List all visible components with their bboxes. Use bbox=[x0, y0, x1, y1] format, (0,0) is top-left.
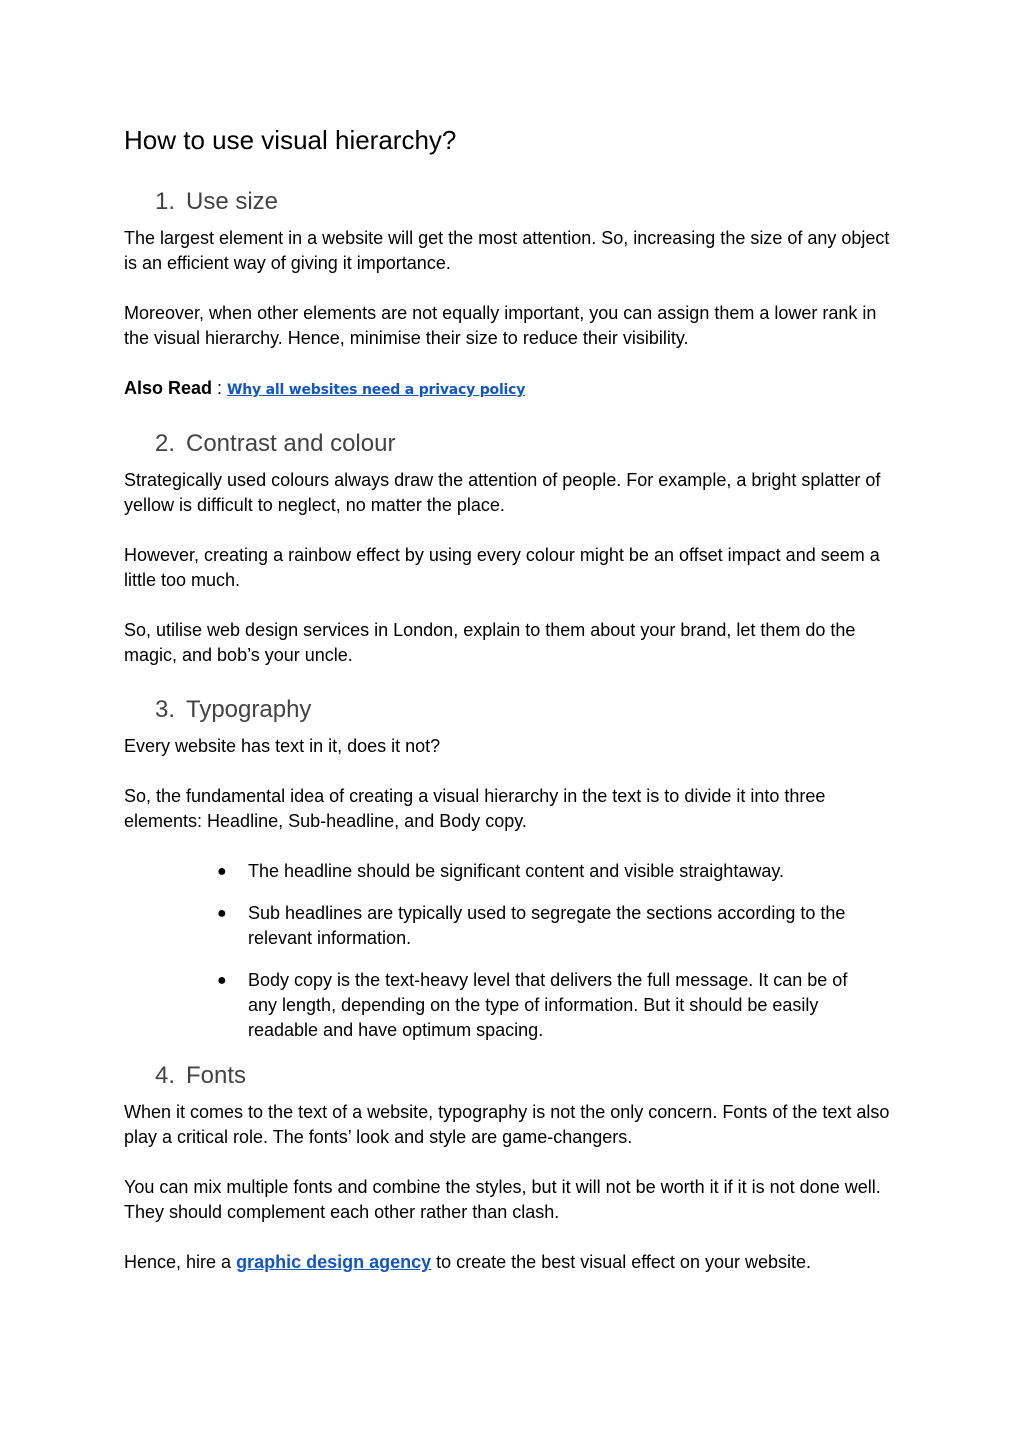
paragraph: The largest element in a website will get the most attention. So, increasing the size of any object is an efficient way of giving it importance. bbox=[124, 228, 890, 273]
section-number: 1. bbox=[155, 188, 176, 215]
also-read-label: Also Read bbox=[124, 378, 213, 398]
bullet-list bbox=[217, 859, 857, 1060]
also-read-separator: : bbox=[212, 378, 228, 398]
section-heading-text: Use size bbox=[186, 188, 279, 215]
list-item-text: Body copy is the text-heavy level that delivers the full message. It can be of any length, depending on the type of information. But it should be easily readable and have optimum spacing. bbox=[248, 970, 848, 1040]
paragraph: Moreover, when other elements are not equally important, you can assign them a lower rank in the visual hierarchy. Hence, minimise their size to reduce their visibility. bbox=[124, 303, 877, 348]
paragraph: When it comes to the text of a website, typography is not the only concern. Fonts of the text also play a critical role. The fonts’ look and style are game-changers. bbox=[124, 1102, 890, 1147]
section-heading-fonts bbox=[155, 1060, 246, 1092]
section-heading-contrast-colour bbox=[155, 428, 395, 460]
closing-paragraph bbox=[124, 1250, 904, 1275]
list-item-text: The headline should be significant content and visible straightaway. bbox=[248, 861, 785, 881]
section-heading-text: Contrast and colour bbox=[186, 430, 396, 457]
also-read-line bbox=[124, 376, 904, 403]
list-item-text: Sub headlines are typically used to segregate the sections according to the relevant information. bbox=[248, 903, 846, 948]
list-item bbox=[217, 859, 857, 884]
section-heading-text: Typography bbox=[186, 696, 312, 723]
list-item bbox=[217, 901, 857, 951]
privacy-policy-link[interactable]: Why all websites need a privacy policy bbox=[227, 382, 526, 398]
paragraph: However, creating a rainbow effect by using every colour might be an offset impact and seem a little too much. bbox=[124, 545, 880, 590]
section-number: 4. bbox=[155, 1062, 176, 1089]
section-number: 3. bbox=[155, 696, 176, 723]
section-heading-text: Fonts bbox=[186, 1062, 247, 1089]
list-item bbox=[217, 968, 857, 1043]
bullet-icon: ● bbox=[217, 863, 227, 880]
closing-text-before: Hence, hire a bbox=[124, 1252, 237, 1272]
closing-text-after: to create the best visual effect on your website. bbox=[431, 1252, 812, 1272]
paragraph: Every website has text in it, does it not? bbox=[124, 736, 441, 756]
bullet-icon: ● bbox=[217, 972, 227, 989]
paragraph: So, the fundamental idea of creating a visual hierarchy in the text is to divide it into three elements: Headline, Sub-headline, and Body copy. bbox=[124, 786, 826, 831]
bullet-icon: ● bbox=[217, 905, 227, 922]
paragraph: So, utilise web design services in London, explain to them about your brand, let them do the magic, and bob’s your uncle. bbox=[124, 620, 856, 665]
section-heading-typography bbox=[155, 694, 311, 726]
graphic-design-agency-link[interactable]: graphic design agency bbox=[236, 1252, 432, 1272]
section-heading-use-size bbox=[155, 186, 278, 218]
paragraph: You can mix multiple fonts and combine the styles, but it will not be worth it if it is not done well. They should complement each other rather than clash. bbox=[124, 1177, 881, 1222]
page-title: How to use visual hierarchy? bbox=[124, 125, 457, 155]
paragraph: Strategically used colours always draw the attention of people. For example, a bright splatter of yellow is difficult to neglect, no matter the place. bbox=[124, 470, 881, 515]
section-number: 2. bbox=[155, 430, 176, 457]
